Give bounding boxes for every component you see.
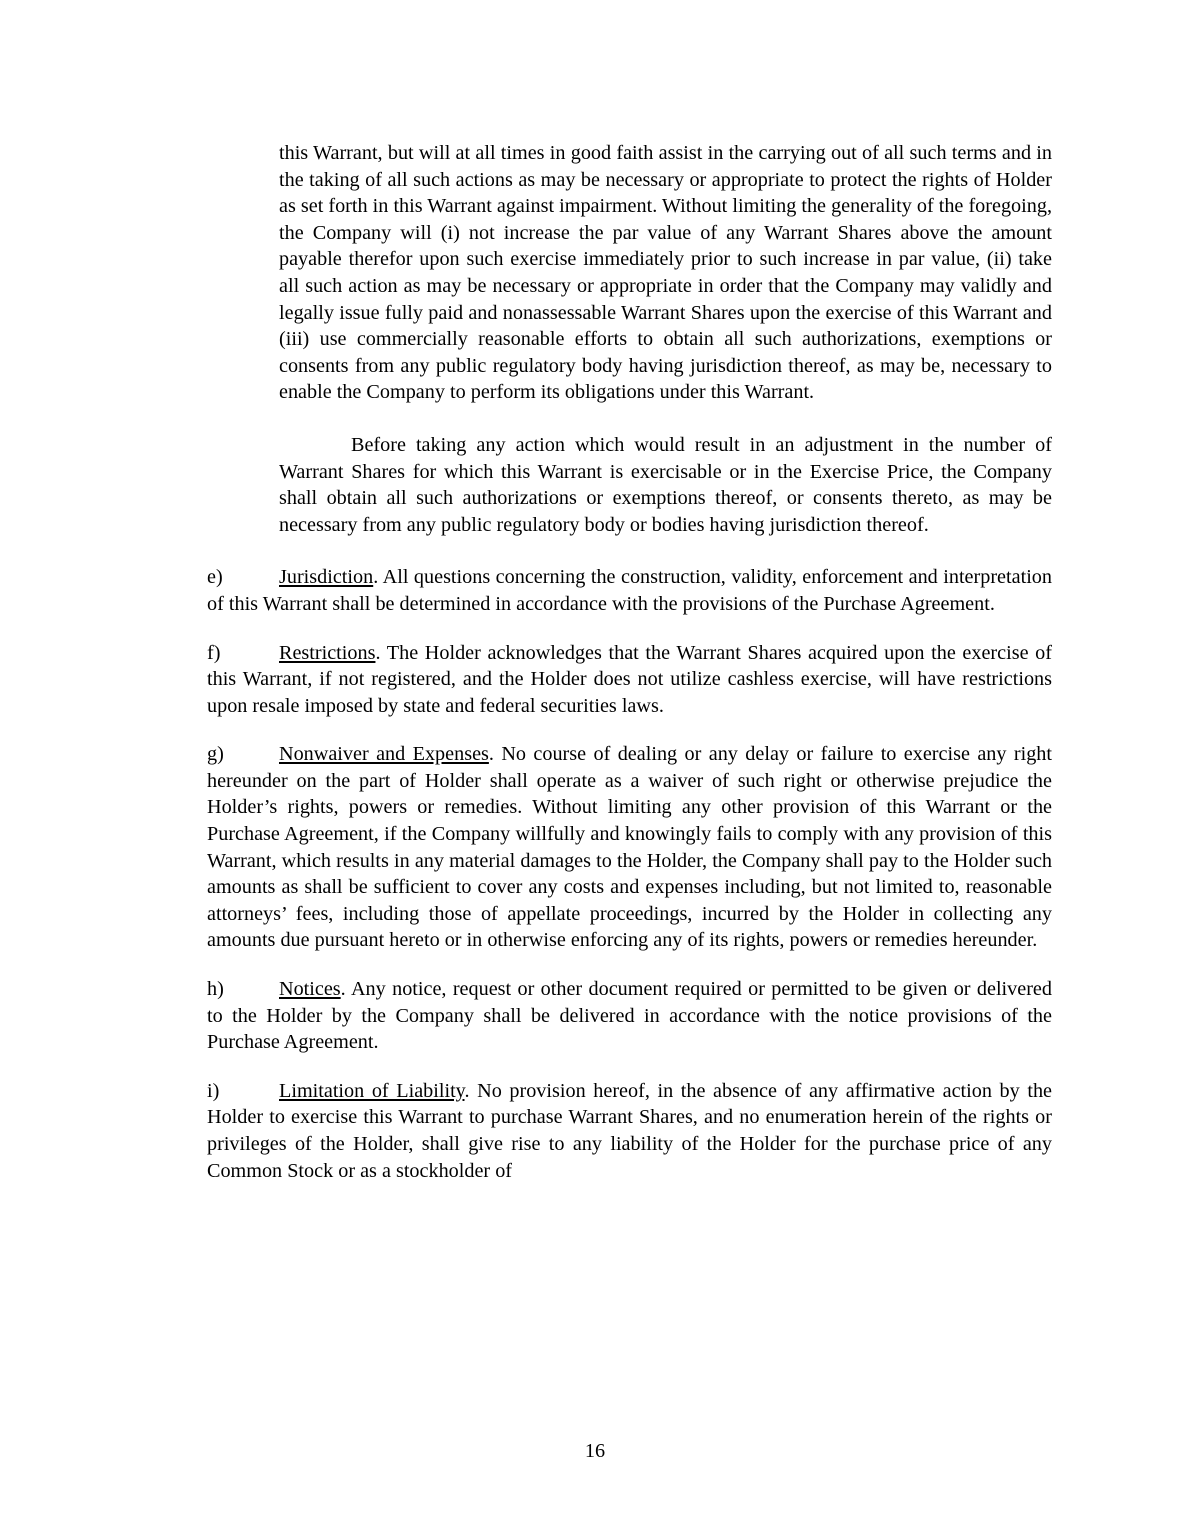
- clause-letter-i: i): [207, 1079, 220, 1102]
- clause-text-h: . Any notice, request or other document required or permitted to be given or delivered to the Holder by the Company shall be delivered in accordance with the notice provisions of the Purchase Agreement.: [207, 978, 1052, 1054]
- clause-letter-f: f): [207, 641, 221, 664]
- clause-letter-e: e): [207, 566, 223, 589]
- clause-e: [207, 564, 1052, 617]
- clause-text-i: . No provision hereof, in the absence of any affirmative action by the Holder to exercise this Warrant to purchase Warrant Shares, and no enumeration herein of the rights or privileges of the Holder, shall give rise to any liability of the Holder for the purchase price of any Common Stock or as a stockholder of: [207, 1079, 1052, 1182]
- clause-f: [207, 640, 1052, 720]
- page-number: 16: [584, 1440, 606, 1462]
- clause-heading-notices: Notices: [279, 978, 341, 1001]
- clause-heading-limitation-of-liability: Limitation of Liability: [279, 1079, 465, 1102]
- clause-heading-jurisdiction: Jurisdiction: [279, 566, 374, 589]
- paragraph-spacer: [207, 719, 1052, 741]
- clause-heading-nonwaiver-and-expenses: Nonwaiver and Expenses: [279, 743, 489, 766]
- clause-g: [207, 741, 1052, 954]
- clause-letter-g: g): [207, 743, 224, 766]
- document-body: [207, 140, 1052, 1184]
- paragraph-spacer: [207, 538, 1052, 564]
- clause-text-f: . The Holder acknowledges that the Warrant Shares acquired upon the exercise of this Warrant, if not registered, and the Holder does not utilize cashless exercise, will have restrictions upon resale imposed by state and federal securities laws.: [207, 641, 1052, 717]
- clause-i: [207, 1078, 1052, 1184]
- clause-letter-h: h): [207, 978, 224, 1001]
- clause-heading-restrictions: Restrictions: [279, 641, 376, 664]
- clause-text-e: . All questions concerning the construction, validity, enforcement and interpretation of this Warrant shall be determined in accordance with the provisions of the Purchase Agreement.: [207, 566, 1052, 615]
- paragraph-continuation: this Warrant, but will at all times in good faith assist in the carrying out of all such terms and in the taking of all such actions as may be necessary or appropriate to protect the rights of Holder as set forth in this Warrant against impairment. Without limiting the generality of the foregoing, the Company will (i) not increase the par value of any Warrant Shares above the amount payable therefor upon such exercise immediately prior to such increase in par value, (ii) take all such action as may be necessary or appropriate in order that the Company may validly and legally issue fully paid and nonassessable Warrant Shares upon the exercise of this Warrant and (iii) use commercially reasonable efforts to obtain all such authorizations, exemptions or consents from any public regulatory body having jurisdiction thereof, as may be, necessary to enable the Company to perform its obligations under this Warrant.: [279, 142, 1052, 404]
- clause-text-g: . No course of dealing or any delay or failure to exercise any right hereunder on the part of Holder shall operate as a waiver of such right or otherwise prejudice the Holder’s rights, powers or remedies. Without limiting any other provision of this Warrant or the Purchase Agreement, if the Company willfully and knowingly fails to comply with any provision of this Warrant, which results in any material damages to the Holder, the Company shall pay to the Holder such amounts as shall be sufficient to cover any costs and expenses including, but not limited to, reasonable attorneys’ fees, including those of appellate proceedings, incurred by the Holder in collecting any amounts due pursuant hereto or in otherwise enforcing any of its rights, powers or remedies hereunder.: [207, 743, 1052, 952]
- paragraph-spacer: [207, 406, 1052, 432]
- paragraph-before-taking-action: Before taking any action which would result in an adjustment in the number of Warrant Shares for which this Warrant is exercisable or in the Exercise Price, the Company shall obtain all such authorizations or exemptions thereof, or consents thereto, as may be necessary from any public regulatory body or bodies having jurisdiction thereof.: [279, 433, 1052, 536]
- paragraph-spacer: [207, 1056, 1052, 1078]
- clause-h: [207, 976, 1052, 1056]
- paragraph-spacer: [207, 954, 1052, 976]
- paragraph-spacer: [207, 618, 1052, 640]
